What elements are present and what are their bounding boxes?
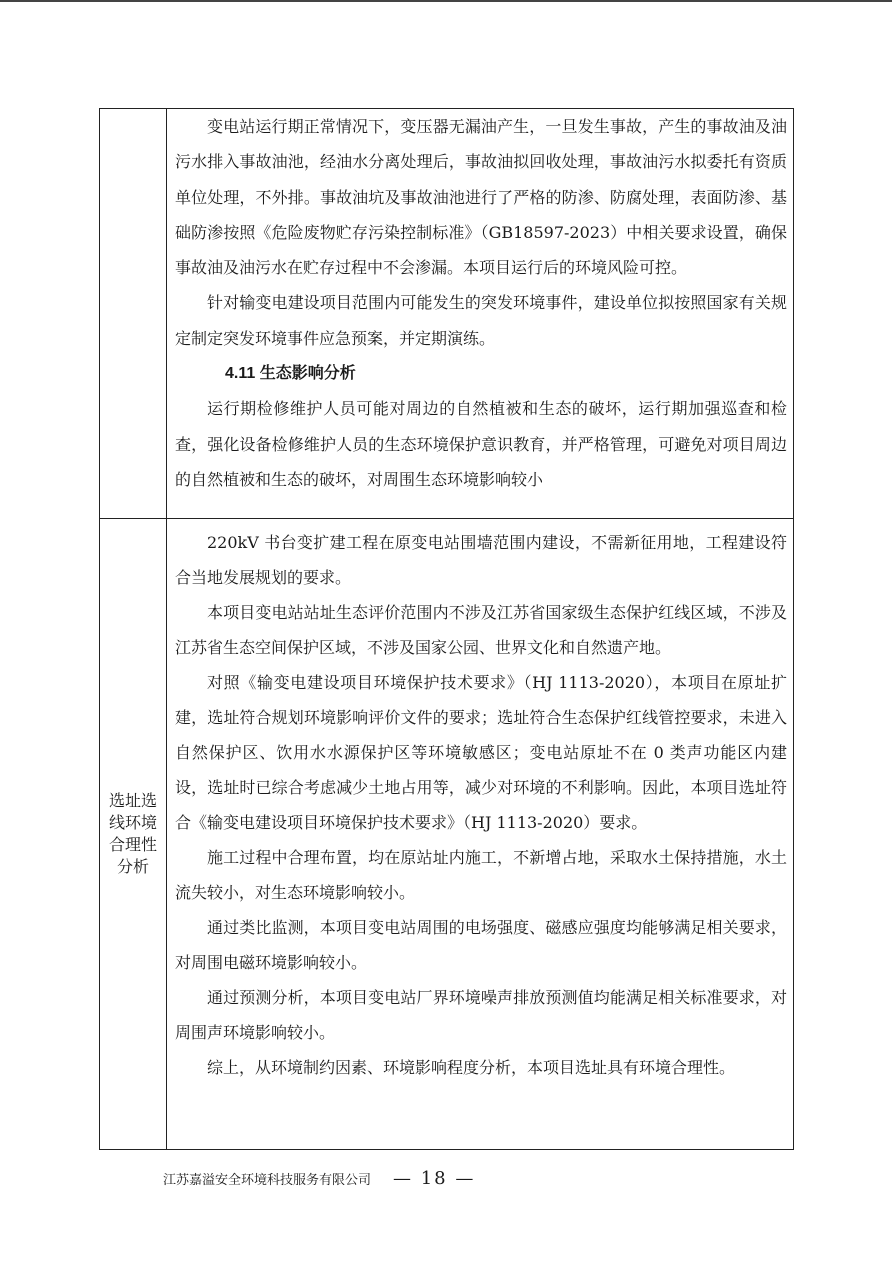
paragraph-ecology-impact: 运行期检修维护人员可能对周边的自然植被和生态的破坏，运行期加强巡查和检查，强化设备检修维护人员的生态环境保护意识教育，并严格管理，可避免对项目周边的自然植被和生态的破坏，对周围生态环境影响较小 [175, 399, 787, 489]
paragraph-site-7: 综上，从环境制约因素、环境影响程度分析，本项目选址具有环境合理性。 [207, 1058, 736, 1077]
paragraph-emergency-plan: 针对输变电建设项目范围内可能发生的突发环境事件，建设单位拟按照国家有关规定制定突发环境事件应急预案，并定期演练。 [175, 293, 787, 348]
paragraph-site-2: 本项目变电站站址生态评价范围内不涉及江苏省国家级生态保护红线区域，不涉及江苏省生态空间保护区域，不涉及国家公园、世界文化和自然遗产地。 [175, 603, 787, 657]
paragraph-site-3: 对照《输变电建设项目环境保护技术要求》（HJ 1113-2020），本项目在原址扩建，选址符合规划环境影响评价文件的要求；选址符合生态保护红线管控要求，未进入自然保护区、饮用水水源保护区等环境敏感区；变电站原址不在 0 类声功能区内建设，选址时已综合考虑减少土地占用等，减少对环境的不利影响。因此，本项目选址符合《输变电建设项目环境保护技术要求》（HJ 1113-2020）要求。 [175, 673, 787, 832]
page-number: — 18 — [393, 1167, 476, 1189]
table-row [100, 109, 793, 518]
row-label-site-selection: 选址选线环境合理性分析 [100, 519, 167, 1149]
paragraph-site-4: 施工过程中合理布置，均在原站址内施工，不新增占地，采取水土保持措施，水土流失较小，对生态环境影响较小。 [175, 848, 787, 902]
paragraph-site-1: 220kV 书台变扩建工程在原变电站围墙范围内建设，不需新征用地，工程建设符合当地发展规划的要求。 [175, 533, 787, 587]
footer-company-name: 江苏嘉溢安全环境科技服务有限公司 [163, 1172, 372, 1188]
content-table [99, 108, 794, 1150]
row-label-cell-empty [100, 109, 167, 518]
section-heading-ecology: 4.11 生态影响分析 [225, 365, 356, 383]
paragraph-site-5: 通过类比监测，本项目变电站周围的电场强度、磁感应强度均能够满足相关要求，对周围电磁环境影响较小。 [175, 918, 787, 972]
row-content-cell [167, 109, 793, 518]
row-content-cell [167, 519, 793, 1149]
table-row [100, 518, 793, 1149]
top-border-line [0, 0, 892, 2]
paragraph-accident-oil: 变电站运行期正常情况下，变压器无漏油产生，一旦发生事故，产生的事故油及油污水排入事故油池，经油水分离处理后，事故油拟回收处理，事故油污水拟委托有资质单位处理，不外排。事故油坑及事故油池进行了严格的防渗、防腐处理，表面防渗、基础防渗按照《危险废物贮存污染控制标准》（GB18597-2023）中相关要求设置，确保事故油及油污水在贮存过程中不会渗漏。本项目运行后的环境风险可控。 [175, 117, 787, 278]
page-footer [163, 1163, 723, 1193]
paragraph-site-6: 通过预测分析，本项目变电站厂界环境噪声排放预测值均能满足相关标准要求，对周围声环境影响较小。 [175, 988, 787, 1042]
